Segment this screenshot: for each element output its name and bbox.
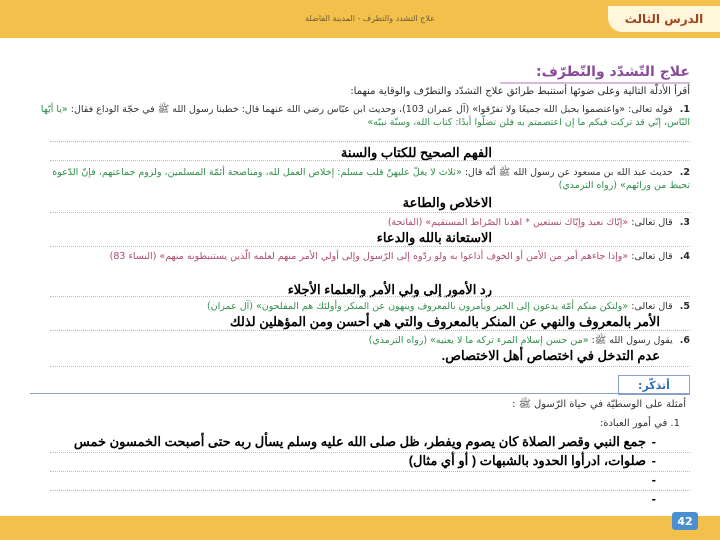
item-number: 4. (679, 251, 690, 262)
item-text: قال تعالى: (631, 217, 673, 228)
bullet-item (16, 470, 656, 489)
remember-label: أتذكّر: (618, 375, 690, 395)
item-number: 2. (679, 167, 690, 178)
lesson-tab: الدرس الثالث (608, 6, 720, 32)
item-quote: «إيّاك نعبد وإيّاك نستعين * اهدنا الصّراط المستقيم» (الفاتحة) (387, 217, 629, 228)
item-text: قال تعالى: (631, 301, 673, 312)
page-number: 42 (672, 512, 698, 530)
item-number: 6. (679, 335, 690, 346)
dotted-line (50, 141, 690, 142)
section-title: علاج التّشدّد والتّطرّف: (536, 64, 690, 80)
bullet-list (16, 432, 656, 508)
evidence-item (30, 250, 690, 263)
remember-divider (30, 393, 690, 394)
evidence-item (30, 216, 690, 229)
bullet-marker: - (651, 434, 656, 449)
header-subtitle: علاج التشدد والتطرف - المدينة الفاضلة (305, 14, 435, 23)
item-text: قوله تعالى: «واعتصموا بحبل الله جميعًا ولا تفرّقوا» (آل عمران 103)، وحديث ابن عبّاس رضي الله عنهما قال: خطبنا رسول الله ﷺ في حجّة الوداع فقال: (70, 104, 673, 115)
dotted-line (50, 366, 690, 367)
evidence-item (30, 334, 690, 347)
item-text: حديث عبد الله بن مسعود عن رسول الله ﷺ أنّه قال: (464, 167, 673, 178)
bullet-text: صلوات، ادرأوا الحدود بالشبهات ( أو أي مثال) (408, 453, 646, 468)
answer-text: الأمر بالمعروف والنهي عن المنكر بالمعروف والتي هي أحسن ومن المؤهلين لذلك (229, 314, 660, 329)
bullet-item (16, 432, 656, 451)
answer-text: عدم التدخل في اختصاص أهل الاختصاص. (441, 348, 660, 363)
dotted-line (50, 452, 690, 453)
item-quote: «ولتكن منكم أمّة يدعون إلى الخير ويأمرون بالمعروف وينهون عن المنكر وأولئك هم المفلحون» (آل عمران) (206, 301, 629, 312)
answer-text: رد الأمور إلى ولي الأمر والعلماء الأجلاء (287, 282, 492, 297)
dotted-line (50, 330, 690, 331)
item-quote: «ثلاث لا يغلّ عليهنّ قلب مسلم: إخلاص العمل لله، ومناصحة أئمّة المسلمين، ولزوم جماعتهم، فإنّ الدّعوة تحيط من ورائهم» (رواه الترمذي) (52, 167, 690, 191)
bullet-marker: - (651, 453, 656, 468)
item-number: 5. (679, 301, 690, 312)
answer-text: الاستعانة بالله والدعاء (376, 230, 492, 245)
bullet-marker: - (651, 472, 656, 487)
footer-band (0, 516, 720, 540)
section-underline (500, 82, 690, 84)
answer-text: الاخلاص والطاعة (402, 195, 492, 210)
evidence-item (30, 166, 690, 192)
bullet-marker: - (651, 491, 656, 506)
dotted-line (50, 212, 690, 213)
item-number: 1. (679, 104, 690, 115)
item-text: يقول رسول الله ﷺ: (591, 335, 673, 346)
dotted-line (50, 160, 690, 161)
evidence-item (30, 300, 690, 313)
bullet-item (16, 451, 656, 470)
item-text: قال تعالى: (631, 251, 673, 262)
worship-label: 1. في أمور العبادة: (599, 418, 680, 429)
section-intro: أقرأ الأدلّة التالية وعلى ضوئها أستنبط طرائق علاج التشدّد والتطرّف والوقاية منهما: (350, 86, 690, 97)
item-quote: «من حسن إسلام المرء تركه ما لا يعنيه» (رواه الترمذي) (368, 335, 589, 346)
dotted-line (50, 471, 690, 472)
dotted-line (50, 246, 690, 247)
evidence-item (30, 103, 690, 129)
item-number: 3. (679, 217, 690, 228)
bullet-text: جمع النبي وقصر الصلاة كان يصوم ويفطر، ظل صلى الله عليه وسلم يسأل ربه حتى أصبحت الخمسون خمس (73, 434, 646, 449)
item-quote: «وإذا جاءهم أمر من الأمن أو الخوف أذاعوا به ولو ردّوه إلى الرّسول وإلى أولي الأمر منهم لعلمه الّذين يستنبطونه منهم» (النساء 83) (109, 251, 629, 262)
dotted-line (50, 490, 690, 491)
remember-text: أمثلة على الوسطيّة في حياة الرّسول ﷺ : (512, 399, 686, 410)
item-quote: «يا أيّها النّاس، إنّي قد تركت فيكم ما إن اعتصمتم به فلن تضلّوا أبدًا: كتاب الله، وسنّة نبيّه» (40, 104, 690, 128)
bullet-item (16, 489, 656, 508)
dotted-line (50, 296, 690, 297)
answer-text: الفهم الصحيح للكتاب والسنة (340, 145, 492, 160)
